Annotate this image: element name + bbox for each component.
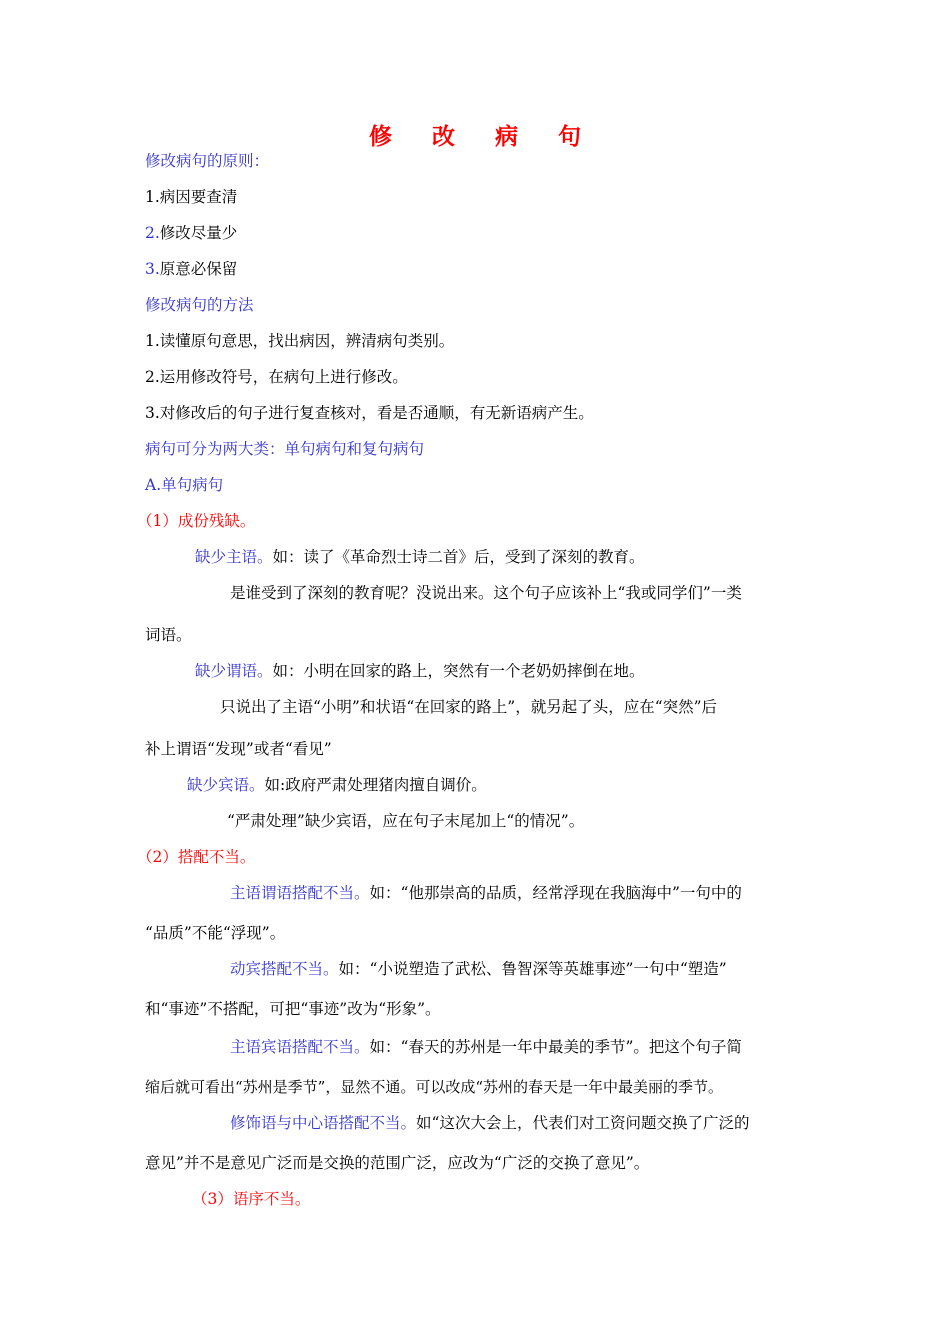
missing-predicate-explanation-2: 补上谓语“发现”或者“看见” xyxy=(145,740,332,758)
principle-item-2-number: 2. xyxy=(145,224,160,242)
modifier-text-1: 如“这次大会上，代表们对工资问题交换了广泛的 xyxy=(416,1114,750,1132)
missing-predicate-example: 如：小明在回家的路上，突然有一个老奶奶摔倒在地。 xyxy=(272,662,645,680)
section-3-heading: （3）语序不当。 xyxy=(192,1190,311,1208)
modifier-label: 修饰语与中心语搭配不当。 xyxy=(230,1114,417,1132)
method-item-1: 1.读懂原句意思，找出病因，辨清病句类别。 xyxy=(145,332,455,350)
subject-predicate-line-1 xyxy=(230,882,742,904)
methods-heading: 修改病句的方法 xyxy=(145,296,254,314)
method-item-3: 3.对修改后的句子进行复查核对，看是否通顺，有无新语病产生。 xyxy=(145,404,594,422)
subject-predicate-label: 主语谓语搭配不当。 xyxy=(230,884,370,902)
subject-predicate-text-2: “品质”不能“浮现”。 xyxy=(145,924,286,942)
principle-item-2 xyxy=(145,222,237,244)
missing-predicate-explanation-1: 只说出了主语“小明”和状语“在回家的路上”，就另起了头，应在“突然”后 xyxy=(220,698,718,716)
single-sentence-heading: A.单句病句 xyxy=(145,476,224,494)
section-2-heading: （2）搭配不当。 xyxy=(137,848,256,866)
missing-predicate-line xyxy=(195,660,645,682)
verb-object-text-2: 和“事迹”不搭配，可把“事迹”改为“形象”。 xyxy=(145,1000,441,1018)
principle-item-3-number: 3. xyxy=(145,260,160,278)
missing-object-explanation: “严肃处理”缺少宾语，应在句子末尾加上“的情况”。 xyxy=(227,812,585,830)
modifier-text-2: 意见”并不是意见广泛而是交换的范围广泛，应改为“广泛的交换了意见”。 xyxy=(145,1154,650,1172)
verb-object-label: 动宾搭配不当。 xyxy=(230,960,339,978)
missing-object-example: 如:政府严肃处理猪肉擅自调价。 xyxy=(264,776,487,794)
subject-predicate-text-1: 如：“他那崇高的品质，经常浮现在我脑海中”一句中的 xyxy=(369,884,742,902)
categories-intro: 病句可分为两大类：单句病句和复句病句 xyxy=(145,440,425,458)
subject-object-line-1 xyxy=(230,1036,742,1058)
missing-subject-label: 缺少主语。 xyxy=(195,548,273,566)
subject-object-text-2: 缩后就可看出“苏州是季节”，显然不通。可以改成“苏州的春天是一年中最美丽的季节。 xyxy=(145,1078,724,1096)
missing-predicate-label: 缺少谓语。 xyxy=(195,662,273,680)
missing-subject-line xyxy=(195,546,645,568)
principle-item-2-text: 修改尽量少 xyxy=(159,224,238,242)
page-title: 修 改 病 句 xyxy=(368,123,598,150)
section-1-heading: （1）成份残缺。 xyxy=(137,512,256,530)
method-item-2: 2.运用修改符号，在病句上进行修改。 xyxy=(145,368,408,386)
principle-item-3-text: 原意必保留 xyxy=(159,260,238,278)
principles-heading: 修改病句的原则： xyxy=(145,152,270,170)
missing-object-label: 缺少宾语。 xyxy=(187,776,265,794)
verb-object-text-1: 如：“小说塑造了武松、鲁智深等英雄事迹”一句中“塑造” xyxy=(338,960,727,978)
verb-object-line-1 xyxy=(230,958,727,980)
subject-object-text-1: 如：“春天的苏州是一年中最美的季节”。把这个句子简 xyxy=(369,1038,742,1056)
missing-subject-example: 如：读了《革命烈士诗二首》后，受到了深刻的教育。 xyxy=(272,548,645,566)
subject-object-label: 主语宾语搭配不当。 xyxy=(230,1038,370,1056)
missing-object-line xyxy=(187,774,487,796)
principle-item-3 xyxy=(145,258,237,280)
missing-subject-explanation-2: 词语。 xyxy=(145,626,192,644)
principle-item-1: 1.病因要查清 xyxy=(145,188,238,206)
missing-subject-explanation-1: 是谁受到了深刻的教育呢？没说出来。这个句子应该补上“我或同学们”一类 xyxy=(230,584,742,602)
modifier-line-1 xyxy=(230,1112,749,1134)
